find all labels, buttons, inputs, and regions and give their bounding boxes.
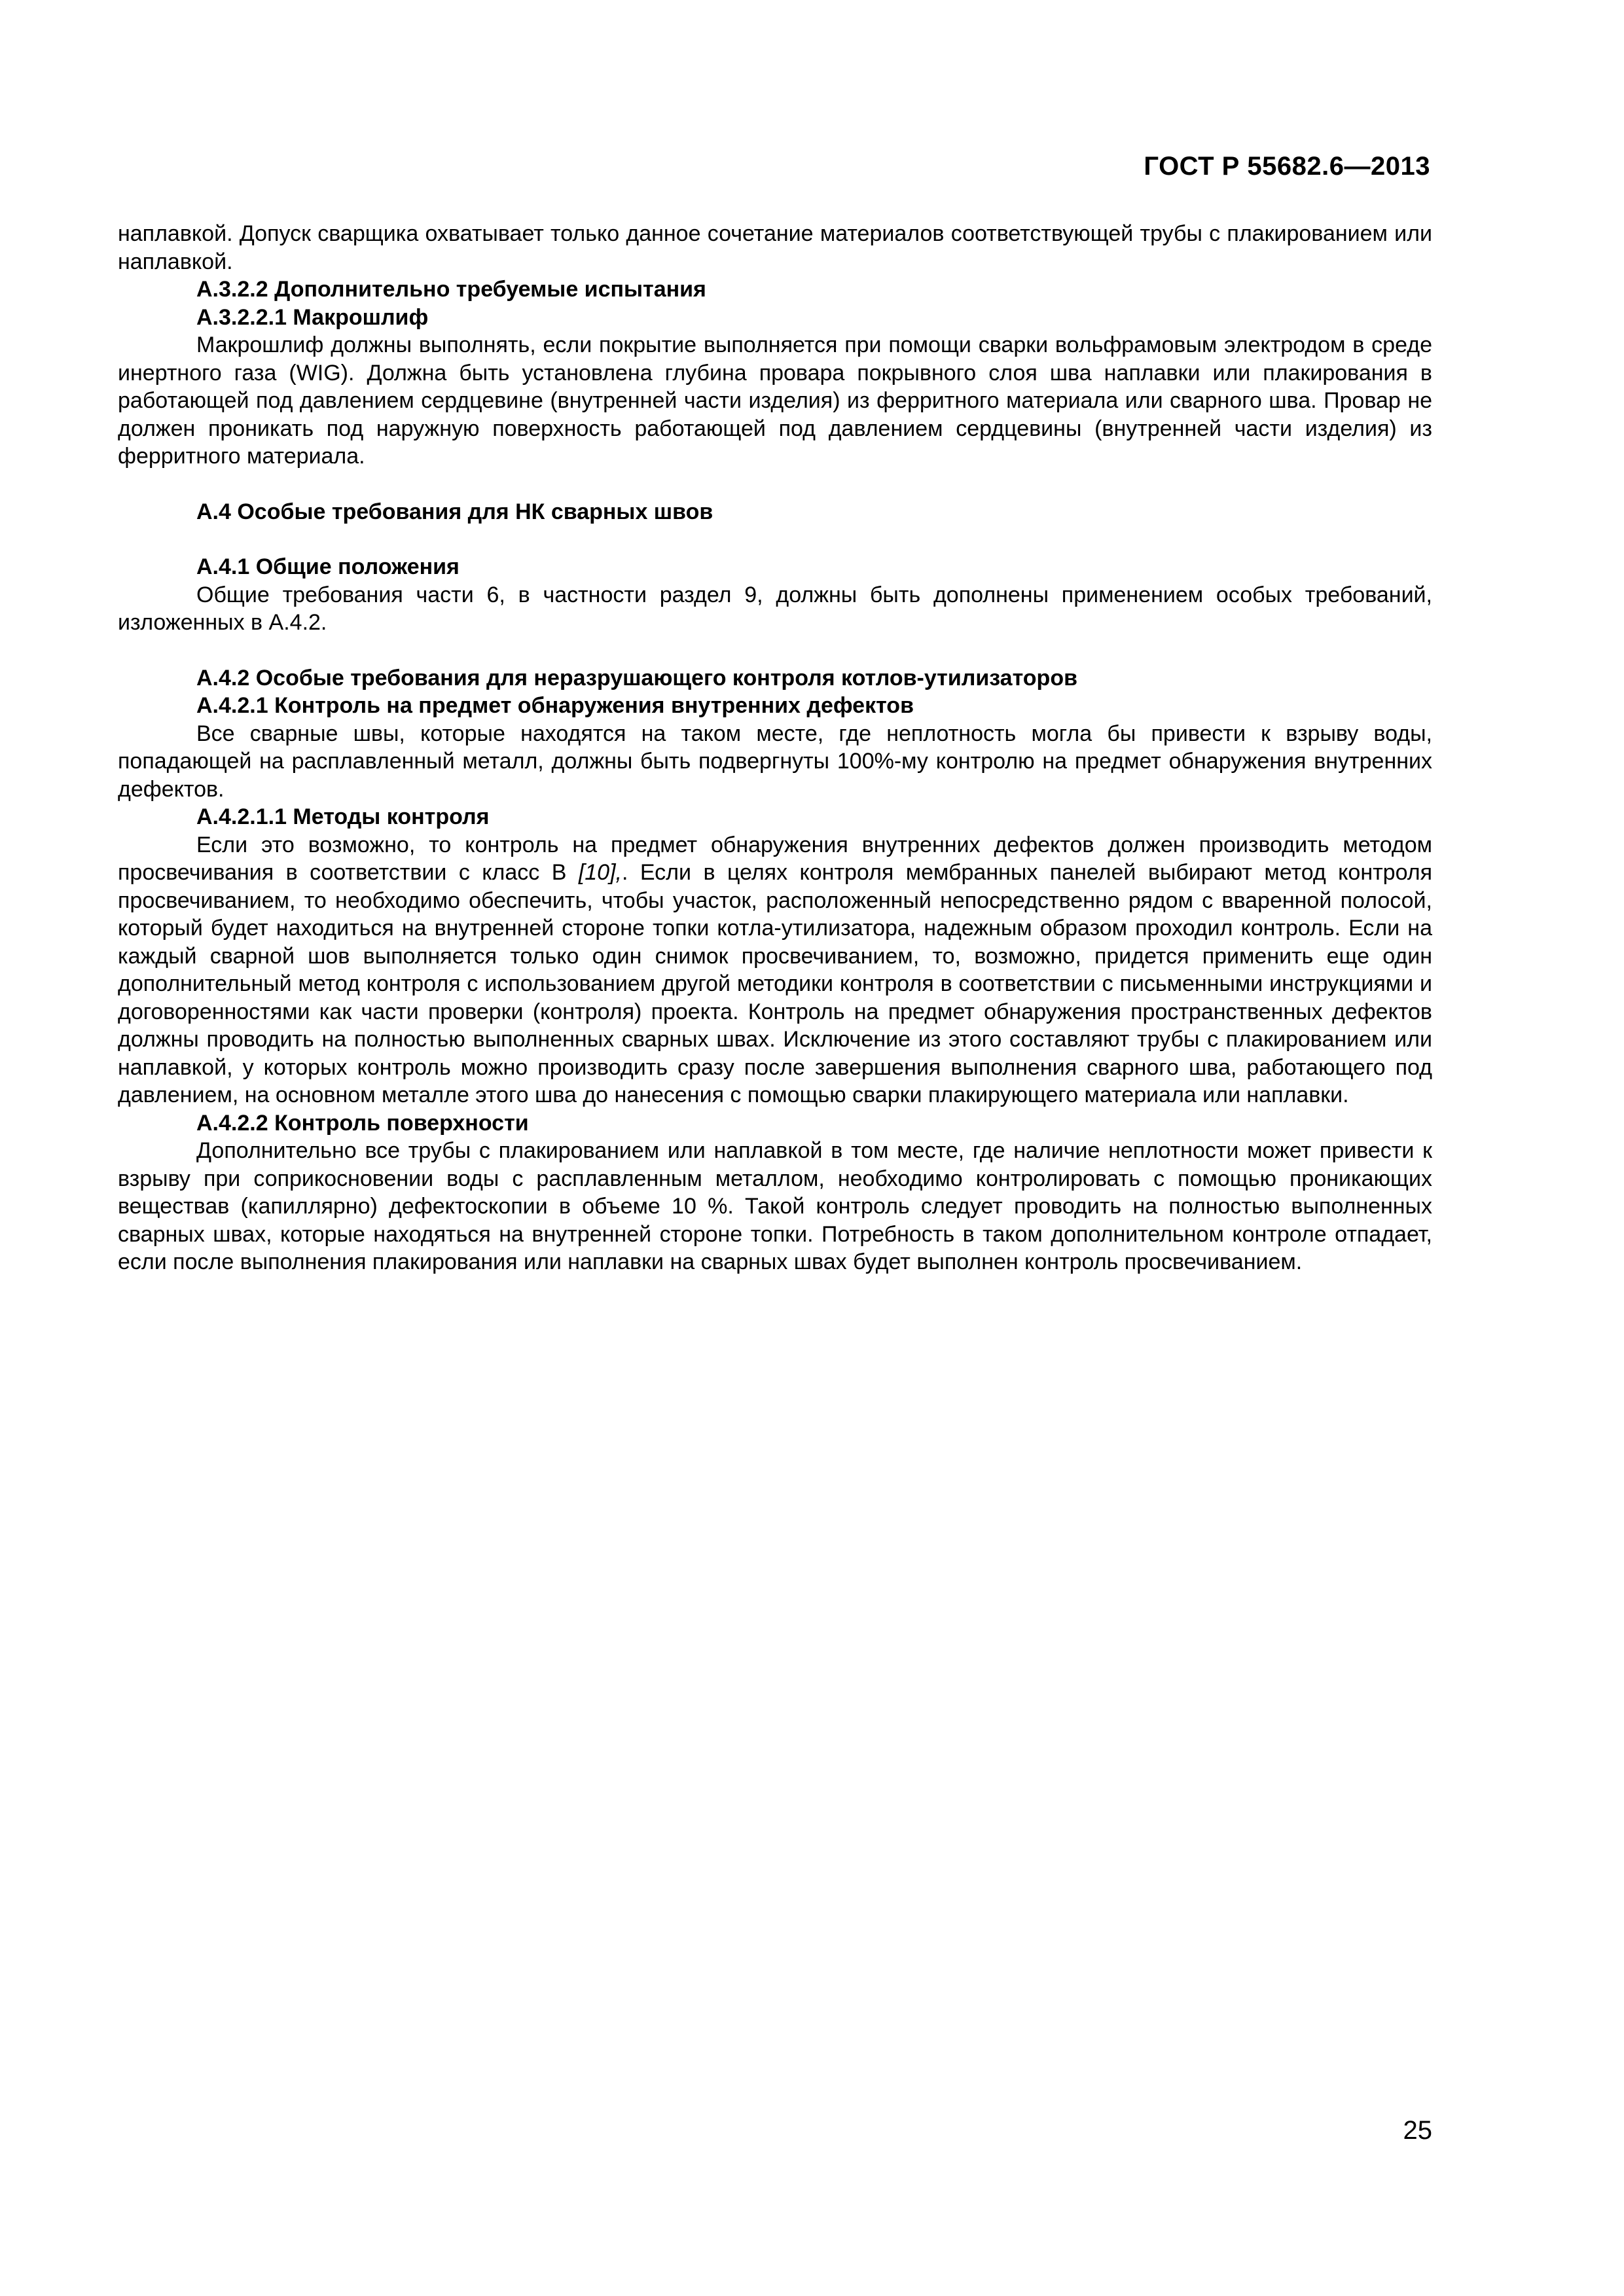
paragraph-methods-part-a: Если это возможно, то контроль на предмет обнаружения внутренних дефектов должен производить методом просвечивания в соответствии с класс В — [118, 832, 1432, 885]
paragraph-macro: Макрошлиф должны выполнять, если покрытие выполняется при помощи сварки вольфрамовым электродом в среде инертного газа (WIG). Должна быть установлена глубина провара покрывного слоя шва наплавки или плакирования в работающей под давлением сердцевине (внутренней части изделия) из ферритного материала или сварного шва. Провар не должен проникать под наружную поверхность работающей под давлением сердцевины (внутренней части изделия) из ферритного материала. — [118, 332, 1432, 469]
heading-a4-2-1-1: А.4.2.1.1 Методы контроля — [196, 804, 490, 829]
heading-a4: А.4 Особые требования для НК сварных швов — [196, 499, 713, 524]
heading-a3-2-2-1: А.3.2.2.1 Макрошлиф — [196, 304, 429, 330]
heading-a4-2: А.4.2 Особые требования для неразрушающего контроля котлов-утилизаторов — [196, 665, 1077, 691]
paragraph-methods — [118, 831, 1432, 1109]
heading-a4-2-1: А.4.2.1 Контроль на предмет обнаружения внутренних дефектов — [196, 693, 914, 718]
reference-10: [10], — [578, 860, 622, 885]
document-code-header: ГОСТ Р 55682.6—2013 — [1144, 152, 1430, 181]
heading-a3-2-2: А.3.2.2 Дополнительно требуемые испытания — [196, 277, 706, 302]
paragraph-continuation: наплавкой. Допуск сварщика охватывает только данное сочетание материалов соответствующей трубы с плакированием или наплавкой. — [118, 221, 1432, 274]
document-body — [118, 220, 1432, 1276]
page-number: 25 — [1403, 2116, 1432, 2145]
heading-a4-2-2: А.4.2.2 Контроль поверхности — [196, 1110, 529, 1136]
paragraph-a4-2-2: Дополнительно все трубы с плакированием или наплавкой в том месте, где наличие неплотности может привести к взрыву при соприкосновении воды с расплавленным металлом, необходимо контролировать с помощью проникающих веществав (капиллярно) дефектоскопии в объеме 10 %. Такой контроль следует проводить на полностью выполненных сварных швах, которые находяться на внутренней стороне топки. Потребность в таком дополнительном контроле отпадает, если после выполнения плакирования или наплавки на сварных швах будет выполнен контроль просвечиванием. — [118, 1138, 1432, 1274]
paragraph-methods-part-b: . Если в целях контроля мембранных панелей выбирают метод контроля просвечиванием, то необходимо обеспечить, чтобы участок, расположенный непосредственно рядом с вваренной полосой, который будет находиться на внутренней стороне топки котла-утилизатора, надежным образом проходил контроль. Если на каждый сварной шов выполняется только один снимок просвечиванием, то, возможно, придется применить еще один дополнительный метод контроля с использованием другой методики контроля в соответствии с письменными инструкциями и договоренностями как части проверки (контроля) проекта. Контроль на предмет обнаружения пространственных дефектов должны проводить на полностью выполненных сварных швах. Исключение из этого составляют трубы с плакированием или наплавкой, у которых контроль можно производить сразу после завершения выполнения сварного шва, работающего под давлением, на основном металле этого шва до нанесения с помощью сварки плакирующего материала или наплавки. — [118, 860, 1432, 1107]
paragraph-a4-2-1: Все сварные швы, которые находятся на таком месте, где неплотность могла бы привести к взрыву воды, попадающей на расплавленный металл, должны быть подвергнуты 100%-му контролю на предмет обнаружения внутренних дефектов. — [118, 721, 1432, 802]
paragraph-a4-1: Общие требования части 6, в частности раздел 9, должны быть дополнены применением особых требований, изложенных в А.4.2. — [118, 582, 1432, 635]
heading-a4-1: А.4.1 Общие положения — [196, 554, 460, 579]
